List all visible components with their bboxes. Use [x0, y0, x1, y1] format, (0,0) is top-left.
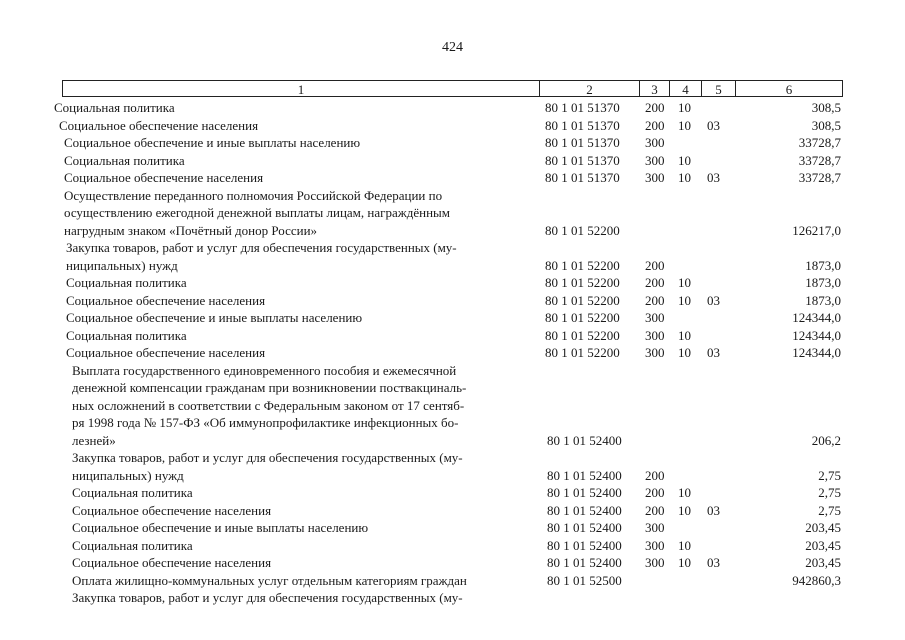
- row-name: [72, 362, 538, 450]
- row-name: [64, 134, 538, 152]
- row-col-5: 03: [707, 170, 720, 185]
- row-name-line: Социальное обеспечение и иные выплаты населению: [66, 310, 363, 325]
- row-name-line: Осуществление переданного полномочия Российской Федерации по: [64, 187, 443, 203]
- row-col-5: 03: [707, 555, 720, 570]
- header-col-4: 4: [669, 80, 701, 97]
- row-col-4: 10: [678, 502, 691, 518]
- header-col-5: 5: [701, 80, 735, 97]
- row-col-3: 300: [645, 520, 665, 535]
- row-col-5: 03: [707, 502, 720, 518]
- row-name-line: Социальное обеспечение населения: [66, 345, 266, 360]
- row-col-3: 300: [645, 345, 665, 360]
- row-name-line: Закупка товаров, работ и услуг для обеспечения государственных (му-: [72, 450, 463, 465]
- row-amount: 124344,0: [792, 327, 841, 343]
- table-row: [0, 309, 905, 327]
- table-row: [0, 117, 905, 135]
- table-row: [0, 169, 905, 187]
- row-name-line: Социальное обеспечение населения: [64, 170, 264, 185]
- row-code: 80 1 01 52400: [547, 520, 622, 535]
- row-name: [64, 187, 538, 240]
- row-name: [72, 554, 538, 572]
- row-name-line: ниципальных) нужд: [66, 257, 178, 273]
- row-name-line: лезней»: [72, 432, 116, 448]
- row-name-line: Социальное обеспечение населения: [72, 555, 272, 570]
- row-code: 80 1 01 52400: [547, 502, 622, 518]
- row-name: [72, 484, 538, 502]
- row-col-4: 10: [678, 555, 691, 570]
- row-amount: 33728,7: [798, 170, 841, 185]
- row-col-3: 300: [645, 327, 665, 343]
- row-name-line: Социальное обеспечение и иные выплаты населению: [72, 520, 369, 535]
- row-name: [64, 152, 538, 170]
- row-col-3: 300: [645, 135, 665, 150]
- table-row: [0, 449, 905, 484]
- row-name: [72, 449, 538, 484]
- row-amount: 203,45: [805, 555, 841, 570]
- row-name-line: Социальная политика: [64, 152, 185, 168]
- row-name-line: Социальная политика: [54, 100, 175, 115]
- row-name-line: денежной компенсации гражданам при возникновении поствакциналь-: [72, 380, 467, 395]
- row-amount: 124344,0: [792, 310, 841, 325]
- row-name: [59, 117, 538, 135]
- row-code: 80 1 01 52200: [545, 327, 620, 343]
- row-amount: 1873,0: [805, 275, 841, 290]
- table-row: [0, 484, 905, 502]
- row-amount: 1873,0: [805, 257, 841, 273]
- row-col-4: 10: [678, 152, 691, 168]
- row-amount: 126217,0: [792, 222, 841, 238]
- row-code: 80 1 01 52500: [547, 572, 622, 588]
- table-row: [0, 589, 905, 607]
- row-name-line: Выплата государственного единовременного пособия и ежемесячной: [72, 362, 457, 378]
- row-col-3: 300: [645, 152, 665, 168]
- table-row: [0, 187, 905, 240]
- row-name-line: Социальная политика: [66, 275, 187, 290]
- row-col-4: 10: [678, 117, 691, 133]
- row-code: 80 1 01 51370: [545, 117, 620, 133]
- row-name: [64, 169, 538, 187]
- row-name-line: Социальная политика: [72, 485, 193, 500]
- row-col-4: 10: [678, 345, 691, 360]
- row-name-line: Оплата жилищно-коммунальных услуг отдельным категориям граждан: [72, 572, 467, 588]
- table-row: [0, 362, 905, 450]
- row-name: [72, 519, 538, 537]
- row-name-line: ных осложнений в соответствии с Федеральным законом от 17 сентяб-: [72, 397, 465, 413]
- row-name: [66, 344, 538, 362]
- row-code: 80 1 01 52400: [547, 432, 622, 448]
- row-col-3: 300: [645, 170, 665, 185]
- row-code: 80 1 01 52400: [547, 485, 622, 500]
- row-name-line: Социальная политика: [66, 327, 187, 343]
- table-row: [0, 572, 905, 590]
- header-col-1: 1: [62, 80, 539, 97]
- row-name-line: Социальная политика: [72, 537, 193, 553]
- row-code: 80 1 01 52200: [545, 257, 620, 273]
- row-col-4: 10: [678, 275, 691, 290]
- row-col-3: 200: [645, 467, 665, 483]
- row-name-line: Социальное обеспечение населения: [59, 117, 259, 133]
- row-code: 80 1 01 51370: [545, 170, 620, 185]
- row-col-5: 03: [707, 117, 720, 133]
- row-name-line: Социальное обеспечение населения: [72, 502, 272, 518]
- row-code: 80 1 01 52400: [547, 537, 622, 553]
- row-amount: 308,5: [811, 100, 841, 115]
- row-name: [66, 309, 538, 327]
- row-name-line: ниципальных) нужд: [72, 467, 184, 483]
- row-name-line: Социальное обеспечение населения: [66, 292, 266, 308]
- table-row: [0, 292, 905, 310]
- row-col-3: 200: [645, 502, 665, 518]
- table-row: [0, 502, 905, 520]
- row-code: 80 1 01 52200: [545, 292, 620, 308]
- row-name-line: Закупка товаров, работ и услуг для обеспечения государственных (му-: [72, 590, 463, 605]
- row-amount: 2,75: [818, 467, 841, 483]
- row-name: [66, 239, 538, 274]
- row-code: 80 1 01 52200: [545, 310, 620, 325]
- header-col-6: 6: [735, 80, 843, 97]
- row-col-3: 200: [645, 275, 665, 290]
- row-col-4: 10: [678, 327, 691, 343]
- row-col-4: 10: [678, 292, 691, 308]
- page-number: 424: [442, 40, 463, 55]
- row-name-line: Социальное обеспечение и иные выплаты населению: [64, 135, 361, 150]
- row-col-3: 300: [645, 537, 665, 553]
- table-row: [0, 327, 905, 345]
- table-row: [0, 134, 905, 152]
- row-code: 80 1 01 52200: [545, 345, 620, 360]
- row-col-3: 200: [645, 257, 665, 273]
- row-name-line: нагрудным знаком «Почётный донор России»: [64, 222, 318, 238]
- table-row: [0, 99, 905, 117]
- row-name: [66, 292, 538, 310]
- table-row: [0, 239, 905, 274]
- row-amount: 308,5: [811, 117, 841, 133]
- row-amount: 942860,3: [792, 572, 841, 588]
- row-col-3: 200: [645, 485, 665, 500]
- header-col-3: 3: [639, 80, 669, 97]
- row-name: [66, 274, 538, 292]
- row-code: 80 1 01 51370: [545, 135, 620, 150]
- row-col-3: 200: [645, 117, 665, 133]
- row-col-4: 10: [678, 100, 691, 115]
- row-name-line: ря 1998 года № 157-ФЗ «Об иммунопрофилактике инфекционных бо-: [72, 415, 459, 430]
- row-code: 80 1 01 52400: [547, 555, 622, 570]
- row-amount: 124344,0: [792, 345, 841, 360]
- row-amount: 206,2: [811, 432, 841, 448]
- row-name: [54, 99, 538, 117]
- row-code: 80 1 01 52400: [547, 467, 622, 483]
- row-col-4: 10: [678, 170, 691, 185]
- row-name: [72, 537, 538, 555]
- row-name: [66, 327, 538, 345]
- row-amount: 33728,7: [798, 135, 841, 150]
- row-col-3: 300: [645, 555, 665, 570]
- row-col-4: 10: [678, 537, 691, 553]
- table-row: [0, 554, 905, 572]
- row-code: 80 1 01 51370: [545, 100, 620, 115]
- row-amount: 2,75: [818, 485, 841, 500]
- row-col-3: 200: [645, 292, 665, 308]
- row-amount: 2,75: [818, 502, 841, 518]
- table-row: [0, 274, 905, 292]
- row-amount: 203,45: [805, 520, 841, 535]
- row-col-5: 03: [707, 345, 720, 360]
- row-amount: 1873,0: [805, 292, 841, 308]
- row-name-line: Закупка товаров, работ и услуг для обеспечения государственных (му-: [66, 240, 457, 255]
- row-code: 80 1 01 51370: [545, 152, 620, 168]
- row-col-5: 03: [707, 292, 720, 308]
- table-row: [0, 152, 905, 170]
- row-amount: 33728,7: [798, 152, 841, 168]
- row-col-3: 300: [645, 310, 665, 325]
- row-col-4: 10: [678, 485, 691, 500]
- row-code: 80 1 01 52200: [545, 222, 620, 238]
- row-code: 80 1 01 52200: [545, 275, 620, 290]
- row-name: [72, 502, 538, 520]
- row-name: [72, 572, 538, 590]
- header-col-2: 2: [539, 80, 639, 97]
- row-col-3: 200: [645, 100, 665, 115]
- table-row: [0, 519, 905, 537]
- row-name: [72, 589, 538, 607]
- table-row: [0, 344, 905, 362]
- row-name-line: осуществлению ежегодной денежной выплаты лицам, награждённым: [64, 205, 450, 220]
- table-row: [0, 537, 905, 555]
- row-amount: 203,45: [805, 537, 841, 553]
